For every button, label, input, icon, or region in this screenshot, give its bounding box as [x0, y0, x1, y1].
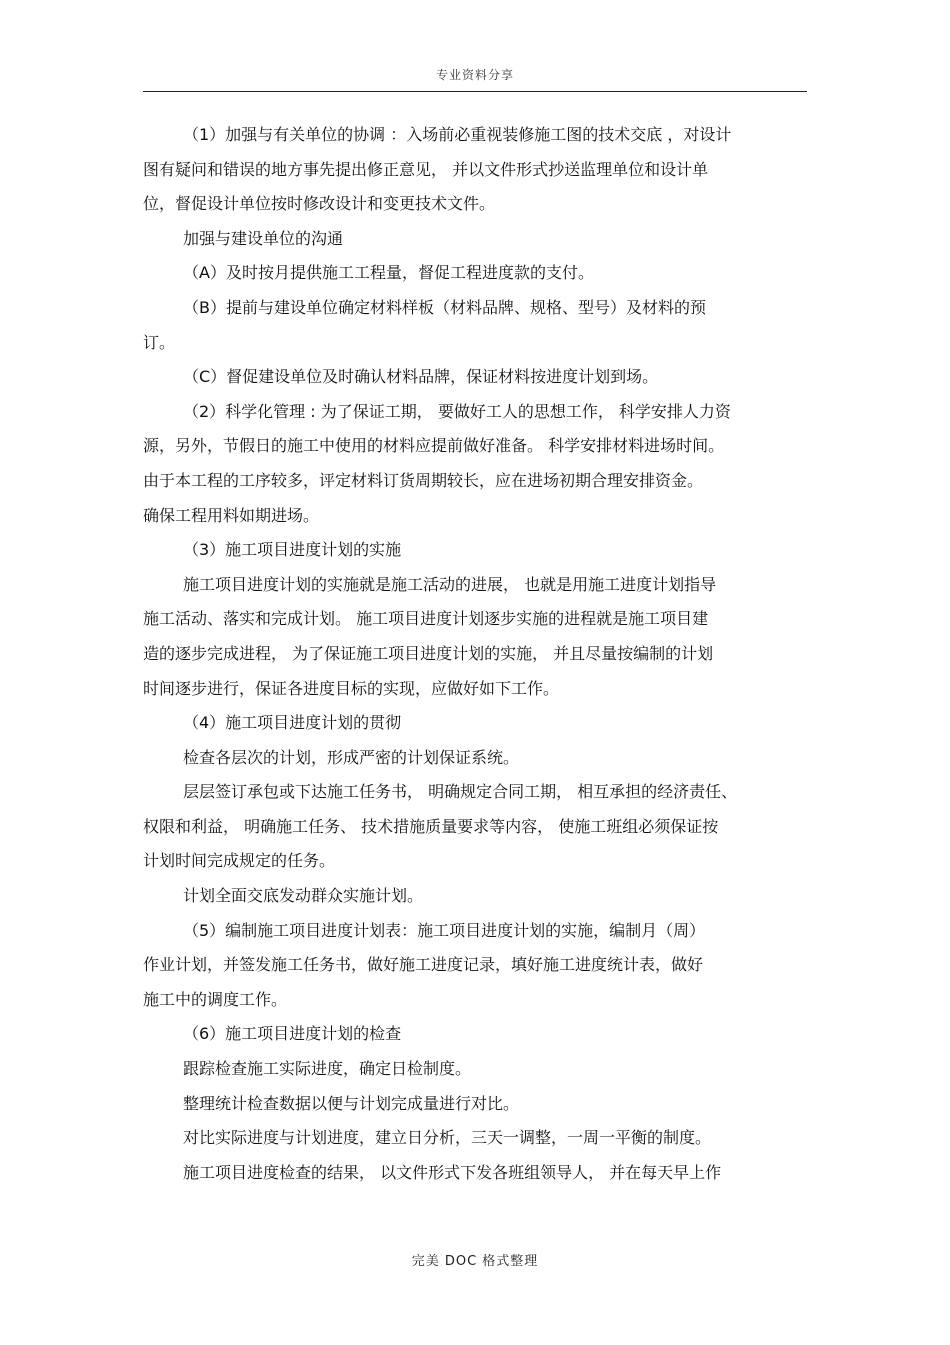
text-line: 作业计划，并签发施工任务书，做好施工进度记录，填好施工进度统计表，做好 — [143, 955, 704, 975]
text-line: 位，督促设计单位按时修改设计和变更技术文件。 — [143, 194, 496, 214]
text-line: 层层签订承包或下达施工任务书， 明确规定合同工期， 相互承担的经济责任、 — [183, 782, 738, 802]
text-line: 施工项目进度检查的结果， 以文件形式下发各班组领导人， 并在每天早上作 — [183, 1162, 722, 1182]
text-line: 时间逐步进行，保证各进度目标的实现，应做好如下工作。 — [143, 678, 560, 698]
text-line: 整理统计检查数据以便与计划完成量进行对比。 — [183, 1093, 520, 1113]
text-line: （C）督促建设单位及时确认材料品牌，保证材料按进度计划到场。 — [183, 367, 659, 387]
text-line: 加强与建设单位的沟通 — [183, 228, 344, 248]
header-divider — [143, 91, 807, 92]
text-line: 源，另外，节假日的施工中使用的材料应提前做好准备。 科学安排材料进场时间。 — [143, 436, 725, 456]
text-line: 权限和利益， 明确施工任务、 技术措施质量要求等内容， 使施工班组必须保证按 — [143, 816, 719, 836]
text-line: （2）科学化管理 : 为了保证工期， 要做好工人的思想工作， 科学安排人力资 — [183, 401, 731, 421]
text-line: （B）提前与建设单位确定材料样板（材料品牌、规格、型号）及材料的预 — [183, 297, 706, 317]
text-line: （3）施工项目进度计划的实施 — [183, 540, 402, 560]
text-line: 造的逐步完成进程， 为了保证施工项目进度计划的实施， 并且尽量按编制的计划 — [143, 643, 714, 663]
text-line: 对比实际进度与计划进度，建立日分析，三天一调整，一周一平衡的制度。 — [183, 1128, 712, 1148]
text-line: 施工活动、落实和完成计划。 施工项目进度计划逐步实施的进程就是施工项目建 — [143, 609, 709, 629]
text-line: 确保工程用料如期进场。 — [143, 505, 320, 525]
text-line: （6）施工项目进度计划的检查 — [183, 1024, 402, 1044]
text-line: 计划全面交底发动群众实施计划。 — [183, 886, 424, 906]
text-line: （1）加强与有关单位的协调 ：入场前必重视装修施工图的技术交底 ，对设计 — [183, 125, 732, 144]
text-line: 施工中的调度工作。 — [143, 989, 288, 1009]
text-line: 图有疑问和错误的地方事先提出修正意见， 并以文件形式抄送监理单位和设计单 — [143, 159, 709, 179]
text-line: 跟踪检查施工实际进度，确定日检制度。 — [183, 1059, 472, 1079]
text-line: 计划时间完成规定的任务。 — [143, 851, 336, 871]
page-header: 专业资料分享 — [435, 68, 514, 82]
text-line: 施工项目进度计划的实施就是施工活动的进展， 也就是用施工进度计划指导 — [183, 574, 717, 594]
text-line: （5）编制施工项目进度计划表：施工项目进度计划的实施，编制月（周） — [183, 920, 706, 940]
text-line: 由于本工程的工序较多，评定材料订货周期较长，应在进场初期合理安排资金。 — [143, 470, 704, 490]
document-body — [143, 118, 808, 1190]
text-line: 检查各层次的计划，形成严密的计划保证系统。 — [183, 747, 520, 767]
text-line: 订。 — [143, 332, 176, 352]
text-line: （4）施工项目进度计划的贯彻 — [183, 713, 402, 733]
text-line: （A）及时按月提供施工工程量，督促工程进度款的支付。 — [183, 263, 594, 283]
page-footer: 完美 DOC 格式整理 — [411, 1254, 539, 1269]
